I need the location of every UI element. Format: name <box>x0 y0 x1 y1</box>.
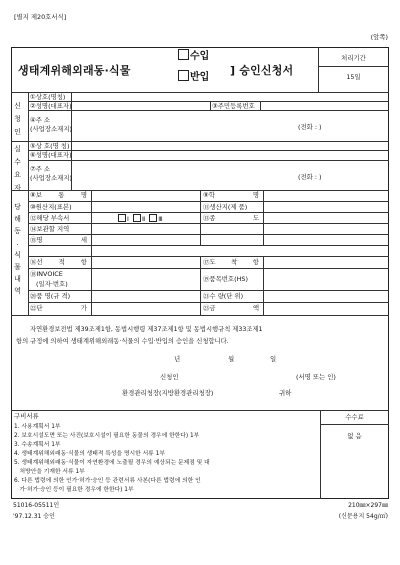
paper-type: (신문용지 54g/㎡) <box>338 513 388 520</box>
hs-code-label: ⑲품목번호(HS) <box>203 275 248 283</box>
applicant-address-sublabel: (사업장소재지) <box>30 125 73 133</box>
processing-period-label: 처리기간 <box>341 54 366 62</box>
invoice-label: ⑱INVOICE <box>30 270 63 278</box>
details-section-label: 당 해 동 . 식 물 내 역 <box>14 203 21 295</box>
collection-site-label: ⑪생산지(제 품) <box>203 203 248 211</box>
buyer-name-label: ⑥성명(대표자) <box>30 151 72 159</box>
applicant-name-field[interactable] <box>72 101 210 110</box>
attachment-item: 처방안을 기재한 서류 1부 <box>14 469 85 475</box>
attachment-item: 5. 생태계위해외래동·식물이 자연환경에 노출될 경우의 예상되는 문제점 및 대 <box>14 460 210 466</box>
kind-field[interactable] <box>264 212 389 223</box>
quantity-field[interactable] <box>264 290 389 302</box>
export-checkbox[interactable] <box>178 70 189 81</box>
spec-label: ⑳품 명(규 격) <box>30 292 71 300</box>
origin-field[interactable] <box>92 201 200 212</box>
storage-area-field[interactable] <box>92 223 389 234</box>
import-label: 수입 <box>190 51 210 62</box>
applicant-resident-no-field[interactable] <box>261 101 389 110</box>
attachments-list <box>14 423 210 495</box>
buyer-company-label: ⑤상 호(명 칭) <box>30 142 70 150</box>
attachment-item: 1. 사용계획서 1부 <box>14 424 61 430</box>
annex-options[interactable]: Ⅰ Ⅱ Ⅲ <box>118 214 163 222</box>
signer-label: 신청인 <box>160 373 179 381</box>
form-number-label: [별지 제20호서식] <box>14 13 67 21</box>
applicant-section-label: 신 청 인 <box>14 102 21 136</box>
buyer-address-label: ⑦주 소 <box>30 165 51 173</box>
date-day-label: 일 <box>270 355 277 363</box>
invoice-field[interactable] <box>92 268 200 290</box>
date-year-label: 년 <box>174 355 181 363</box>
kind-label: ⑬종 도 <box>203 214 259 222</box>
attachment-item: 6. 다른 법령에 의한 인가·허가·승인 등 관련서류 사본(다른 법령에 의한 인 <box>14 478 201 484</box>
processing-period-value: 15일 <box>346 73 361 81</box>
annex-1-checkbox[interactable] <box>118 214 126 222</box>
port-arrival-field[interactable] <box>264 256 389 268</box>
export-option[interactable] <box>178 70 209 83</box>
applicant-resident-no-label: ③주민등록번호 <box>212 102 255 110</box>
buyer-company-field[interactable] <box>72 141 389 150</box>
description-label: ⑮명 세 <box>30 236 87 244</box>
applicant-address-field[interactable] <box>72 110 389 141</box>
applicant-name-label: ②성명(대표자) <box>30 102 72 110</box>
attachment-item: 3. 수송계획서 1부 <box>14 442 61 448</box>
attachments-heading: 구비서류 <box>14 412 39 420</box>
annex-label: ⑫해당 부속서 <box>30 214 70 222</box>
common-name-label: ⑧보 통 명 <box>30 191 87 199</box>
form-title-right: ] 승인신청서 <box>230 64 294 77</box>
fee-value: 없 음 <box>347 432 362 440</box>
spec-field[interactable] <box>92 290 200 302</box>
quantity-label: ㉑수 량(단 위) <box>203 292 244 300</box>
attachment-item: 2. 보호시설도면 또는 사진(보호시설이 필요한 동물의 경우에 한한다) 1부 <box>14 433 200 439</box>
export-label: 반입 <box>190 72 210 83</box>
approval-date: '97.12.31 승인 <box>13 513 55 520</box>
annex-2-checkbox[interactable] <box>133 214 141 222</box>
fee-label: 수수료 <box>345 413 364 421</box>
buyer-name-field[interactable] <box>72 150 389 160</box>
buyer-section-label: 실 수 요 자 <box>14 145 21 192</box>
origin-label: ⑩원산지(표본) <box>30 203 72 211</box>
declaration-line-2: 항의 규정에 의하여 생태계위해외래동·식물의 수입·반입의 승인을 신청합니다. <box>16 338 229 345</box>
scientific-name-label: ⑨학 명 <box>203 191 259 199</box>
import-checkbox[interactable] <box>178 49 189 60</box>
port-shipment-field[interactable] <box>92 256 200 268</box>
hs-code-field[interactable] <box>264 268 389 290</box>
applicant-address-label: ④주 소 <box>30 116 51 124</box>
form-title-left: 생태계위해외래동·식물 <box>18 64 131 77</box>
applicant-company-field[interactable] <box>72 92 389 101</box>
annex-3-checkbox[interactable] <box>149 214 157 222</box>
applicant-company-label: ①상호(명칭) <box>30 93 66 101</box>
paper-size: 210㎜×297㎜ <box>348 502 388 509</box>
form-code: 51016-05511인 <box>13 502 60 509</box>
attachment-item: 가·허가·승인 등이 필요한 경우에 한한다) 1부 <box>14 487 134 493</box>
amount-field[interactable] <box>264 302 389 315</box>
attachment-item: 4. 생태계위해외래동·식물의 생태적 특성을 명시한 서류 1부 <box>14 451 165 457</box>
buyer-phone-label: (전화 : ) <box>298 173 322 181</box>
unit-price-label: ㉒단 가 <box>30 304 87 312</box>
port-shipment-label: ⑯선 적 항 <box>30 258 87 266</box>
date-month-label: 월 <box>228 355 235 363</box>
unit-price-field[interactable] <box>92 302 200 315</box>
signature-label: (서명 또는 인) <box>296 373 336 381</box>
amount-label: ㉓금 액 <box>203 304 259 312</box>
page-side-label: (앞쪽) <box>370 33 388 41</box>
addressee-label: 환경관리청장(지방환경관리청장) <box>122 389 214 397</box>
scientific-name-field[interactable] <box>264 190 389 201</box>
collection-site-field[interactable] <box>264 201 389 212</box>
buyer-address-field[interactable] <box>72 160 389 190</box>
declaration-line-1: 자연환경보전법 제39조제1항, 동법시행령 제37조제1항 및 동법시행규칙 제33조제1 <box>30 326 263 333</box>
port-arrival-label: ⑰도 착 항 <box>203 258 259 266</box>
addressee-suffix: 귀하 <box>279 389 292 397</box>
common-name-field[interactable] <box>92 190 200 201</box>
storage-area-label: ⑭보관할 지역 <box>30 225 70 233</box>
applicant-phone-label: (전화 : ) <box>298 123 322 131</box>
buyer-address-sublabel: (사업장소재지) <box>30 174 73 182</box>
invoice-sublabel: (일자·번호) <box>36 280 68 288</box>
import-option[interactable] <box>178 49 209 62</box>
description-field[interactable] <box>92 234 389 245</box>
